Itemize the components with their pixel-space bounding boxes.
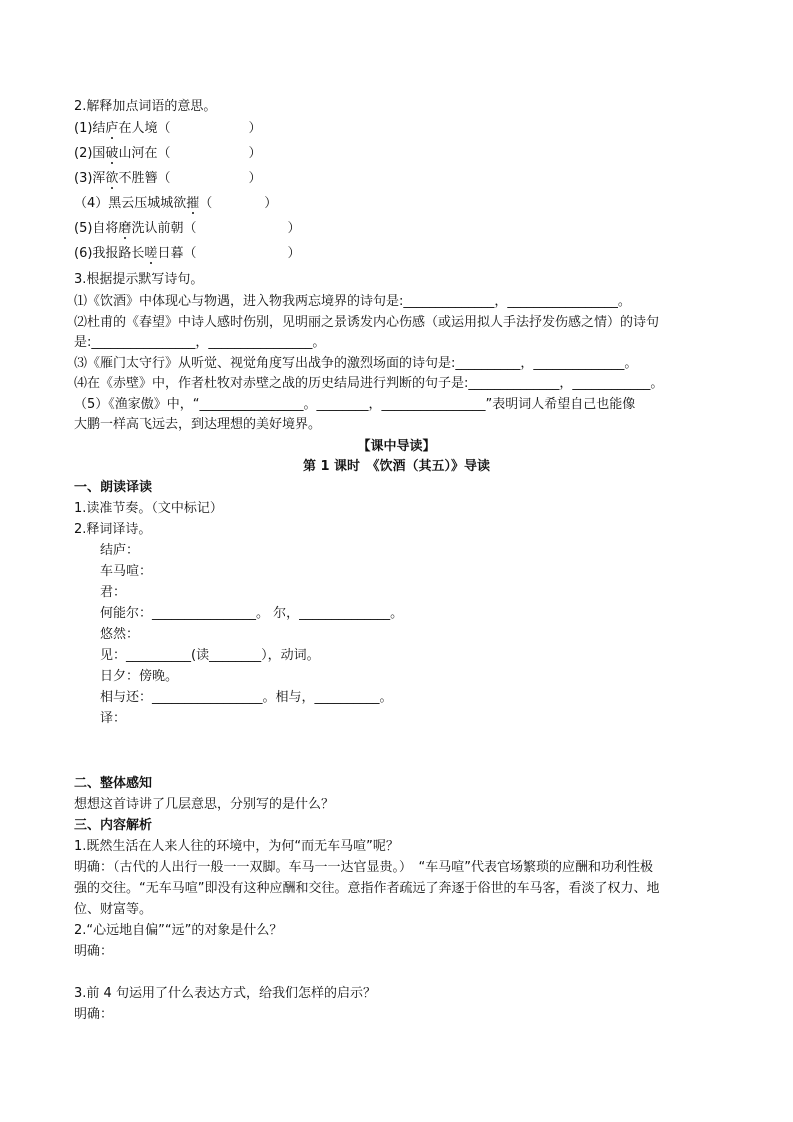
- dotted-char: 欲: [105, 171, 119, 186]
- q3-item-3: ⑶《雁门太守行》从听觉、视觉角度写出战争的激烈场面的诗句是:__________，______________。: [74, 356, 638, 371]
- section3-a1-line-2: 强的交往。“无车马喧”即没有这种应酬和交往。意指作者疏远了奔逐于俗世的车马客，看淡了权力、地: [74, 881, 660, 896]
- section3-heading: 三、内容解析: [74, 818, 153, 833]
- q2-item-1: (1)结庐在人境（ ）: [74, 121, 262, 136]
- section1-line-1: 1.读准节奏。（文中标记）: [74, 501, 223, 516]
- section1-line-2: 2.释词译诗。: [74, 522, 152, 537]
- q3-item-2-cont: 是:________________，________________。: [74, 335, 326, 350]
- vocab-item: 见：__________(读________），动词。: [100, 648, 320, 663]
- section3-q2: 2.“心远地自偏”“远”的对象是什么？: [74, 923, 283, 938]
- q2-title: 2.解释加点词语的意思。: [74, 99, 217, 114]
- q2-item-6: (6)我报路长嗟日暮（ ）: [74, 246, 301, 261]
- q3-item-5: （5）《渔家傲》中，“________________。________，________________”表明词人希望自己也能像: [74, 397, 636, 412]
- section2-heading: 二、整体感知: [74, 776, 153, 791]
- dotted-char: 庐: [105, 121, 119, 136]
- q3-item-5-cont: 大鹏一样高飞远去，到达理想的美好境界。: [74, 417, 322, 432]
- section3-a3: 明确：: [74, 1007, 114, 1022]
- section3-a1-line-3: 位、财富等。: [74, 902, 153, 917]
- translation-label: 译：: [100, 711, 127, 726]
- q3-item-4: ⑷在《赤壁》中，作者杜牧对赤壁之战的历史结局进行判断的句子是:______________，____________。: [74, 376, 664, 391]
- dotted-char: 磨: [118, 221, 132, 236]
- section3-q1: 1.既然生活在人来人往的环境中，为何“而无车马喧”呢？: [74, 839, 399, 854]
- section3-q3: 3.前 4 句运用了什么表达方式，给我们怎样的启示？: [74, 986, 376, 1001]
- q2-item-4: （4）黑云压城城欲摧（ ）: [74, 196, 278, 211]
- q3-item-1: ⑴《饮酒》中体现心与物遇，进入物我两忘境界的诗句是:______________，_________________。: [74, 294, 631, 309]
- vocab-item: 悠然：: [100, 627, 140, 642]
- vocab-item: 车马喧：: [100, 564, 153, 579]
- q2-item-5: (5)自将磨洗认前朝（ ）: [74, 221, 301, 236]
- dotted-char: 嗟: [144, 246, 158, 261]
- vocab-item: 结庐：: [100, 543, 140, 558]
- q3-item-2: ⑵杜甫的《春望》中诗人感时伤别，见明丽之景诱发内心伤感（或运用拟人手法抒发伤感之情）的诗句: [74, 315, 660, 330]
- vocab-item: 相与还：_________________。相与，__________。: [100, 690, 393, 705]
- q2-item-3: (3)浑欲不胜簪（ ）: [74, 171, 262, 186]
- q2-item-2: (2)国破山河在（ ）: [74, 146, 262, 161]
- dotted-char: 破: [105, 146, 119, 161]
- vocab-item: 日夕：傍晚。: [100, 669, 179, 684]
- section3-a2: 明确：: [74, 944, 114, 959]
- vocab-item: 何能尔：________________。 尔，______________。: [100, 606, 404, 621]
- section1-heading: 一、朗读译读: [74, 480, 153, 495]
- dotted-char: 摧: [186, 196, 200, 211]
- vocab-item: 君：: [100, 585, 127, 600]
- section2-question: 想想这首诗讲了几层意思，分别写的是什么？: [74, 797, 335, 812]
- lesson-title: 第 1 课时 《饮酒（其五）》导读: [302, 459, 491, 474]
- section3-a1-line-1: 明确：（古代的人出行一般一一双脚。车马一一达官显贵。） “车马喧”代表官场繁琐的应酬和功利性极: [74, 860, 653, 875]
- q3-title: 3.根据提示默写诗句。: [74, 272, 204, 287]
- section-bracket-title: 【课中导读】: [357, 439, 436, 454]
